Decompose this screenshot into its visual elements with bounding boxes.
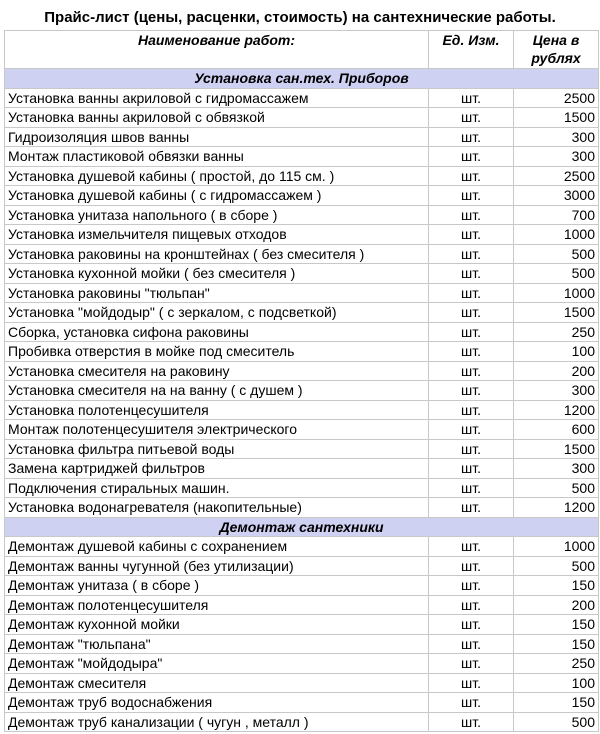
price-cell: 3000 (514, 186, 599, 206)
table-row (5, 303, 599, 323)
unit-cell: шт. (429, 712, 514, 732)
price-cell: 500 (514, 712, 599, 732)
table-row (5, 381, 599, 401)
price-cell: 1500 (514, 303, 599, 323)
price-cell: 1500 (514, 439, 599, 459)
price-cell: 1000 (514, 225, 599, 245)
table-row (5, 205, 599, 225)
price-cell: 500 (514, 556, 599, 576)
work-name-cell: Замена картриджей фильтров (5, 459, 429, 479)
section-header-row (5, 517, 599, 537)
price-cell: 1000 (514, 283, 599, 303)
table-row (5, 615, 599, 635)
column-header-unit: Ед. Изм. (429, 31, 514, 69)
unit-cell: шт. (429, 322, 514, 342)
table-row (5, 459, 599, 479)
price-cell: 250 (514, 322, 599, 342)
table-row (5, 166, 599, 186)
unit-cell: шт. (429, 127, 514, 147)
work-name-cell: Установка фильтра питьевой воды (5, 439, 429, 459)
price-cell: 1200 (514, 400, 599, 420)
table-row (5, 342, 599, 362)
work-name-cell: Демонтаж труб водоснабжения (5, 693, 429, 713)
unit-cell: шт. (429, 361, 514, 381)
price-cell: 100 (514, 673, 599, 693)
work-name-cell: Подключения стиральных машин. (5, 478, 429, 498)
price-cell: 150 (514, 634, 599, 654)
price-cell: 300 (514, 381, 599, 401)
price-cell: 500 (514, 478, 599, 498)
table-row (5, 556, 599, 576)
unit-cell: шт. (429, 634, 514, 654)
section-title: Установка сан.тех. Приборов (5, 69, 599, 89)
work-name-cell: Сборка, установка сифона раковины (5, 322, 429, 342)
table-row (5, 498, 599, 518)
price-cell: 1500 (514, 108, 599, 128)
unit-cell: шт. (429, 459, 514, 479)
table-row (5, 439, 599, 459)
unit-cell: шт. (429, 88, 514, 108)
table-header (5, 31, 599, 69)
price-cell: 500 (514, 264, 599, 284)
table-row (5, 186, 599, 206)
unit-cell: шт. (429, 537, 514, 557)
table-row (5, 244, 599, 264)
table-row (5, 478, 599, 498)
unit-cell: шт. (429, 283, 514, 303)
work-name-cell: Установка кухонной мойки ( без смесителя ) (5, 264, 429, 284)
unit-cell: шт. (429, 420, 514, 440)
unit-cell: шт. (429, 595, 514, 615)
column-header-name: Наименование работ: (5, 31, 429, 69)
table-row (5, 537, 599, 557)
unit-cell: шт. (429, 381, 514, 401)
work-name-cell: Установка полотенцесушителя (5, 400, 429, 420)
table-row (5, 361, 599, 381)
table-row (5, 400, 599, 420)
price-cell: 150 (514, 693, 599, 713)
unit-cell: шт. (429, 673, 514, 693)
unit-cell: шт. (429, 556, 514, 576)
unit-cell: шт. (429, 478, 514, 498)
work-name-cell: Демонтаж полотенцесушителя (5, 595, 429, 615)
unit-cell: шт. (429, 225, 514, 245)
column-header-price (514, 31, 599, 69)
unit-cell: шт. (429, 108, 514, 128)
price-cell: 150 (514, 615, 599, 635)
price-cell: 2500 (514, 166, 599, 186)
table-row (5, 634, 599, 654)
work-name-cell: Демонтаж кухонной мойки (5, 615, 429, 635)
work-name-cell: Монтаж полотенцесушителя электрического (5, 420, 429, 440)
price-table (4, 30, 599, 732)
price-cell: 100 (514, 342, 599, 362)
page-title: Прайс-лист (цены, расценки, стоимость) на сантехнические работы. (44, 9, 556, 26)
work-name-cell: Демонтаж "тюльпана" (5, 634, 429, 654)
work-name-cell: Установка ванны акриловой с обвязкой (5, 108, 429, 128)
table-row (5, 595, 599, 615)
section-header-row (5, 69, 599, 89)
table-row (5, 576, 599, 596)
table-row (5, 283, 599, 303)
work-name-cell: Демонтаж смесителя (5, 673, 429, 693)
work-name-cell: Установка раковины на кронштейнах ( без смесителя ) (5, 244, 429, 264)
work-name-cell: Демонтаж унитаза ( в сборе ) (5, 576, 429, 596)
table-row (5, 108, 599, 128)
price-cell: 600 (514, 420, 599, 440)
unit-cell: шт. (429, 205, 514, 225)
work-name-cell: Установка водонагревателя (накопительные) (5, 498, 429, 518)
price-cell: 250 (514, 654, 599, 674)
section-title: Демонтаж сантехники (5, 517, 599, 537)
table-body (5, 69, 599, 732)
unit-cell: шт. (429, 693, 514, 713)
unit-cell: шт. (429, 576, 514, 596)
table-row (5, 420, 599, 440)
table-row (5, 264, 599, 284)
work-name-cell: Установка смесителя на раковину (5, 361, 429, 381)
work-name-cell: Установка ванны акриловой с гидромассажем (5, 88, 429, 108)
table-row (5, 673, 599, 693)
table-row (5, 712, 599, 732)
work-name-cell: Установка душевой кабины ( простой, до 115 см. ) (5, 166, 429, 186)
price-cell: 500 (514, 244, 599, 264)
work-name-cell: Установка "мойдодыр" ( с зеркалом, с подсветкой) (5, 303, 429, 323)
price-cell: 2500 (514, 88, 599, 108)
work-name-cell: Установка душевой кабины ( с гидромассажем ) (5, 186, 429, 206)
unit-cell: шт. (429, 166, 514, 186)
work-name-cell: Демонтаж душевой кабины с сохранением (5, 537, 429, 557)
header-row (5, 31, 599, 69)
price-cell: 200 (514, 595, 599, 615)
unit-cell: шт. (429, 303, 514, 323)
work-name-cell: Установка измельчителя пищевых отходов (5, 225, 429, 245)
work-name-cell: Пробивка отверстия в мойке под смеситель (5, 342, 429, 362)
work-name-cell: Демонтаж труб канализации ( чугун , металл ) (5, 712, 429, 732)
unit-cell: шт. (429, 654, 514, 674)
unit-cell: шт. (429, 439, 514, 459)
column-header-price-line2: рублях (531, 50, 581, 66)
price-cell: 300 (514, 459, 599, 479)
table-row (5, 322, 599, 342)
unit-cell: шт. (429, 147, 514, 167)
work-name-cell: Установка унитаза напольного ( в сборе ) (5, 205, 429, 225)
work-name-cell: Установка смесителя на на ванну ( с душем ) (5, 381, 429, 401)
table-row (5, 88, 599, 108)
table-row (5, 225, 599, 245)
unit-cell: шт. (429, 186, 514, 206)
price-cell: 200 (514, 361, 599, 381)
table-row (5, 147, 599, 167)
unit-cell: шт. (429, 264, 514, 284)
table-row (5, 127, 599, 147)
price-cell: 1000 (514, 537, 599, 557)
unit-cell: шт. (429, 342, 514, 362)
price-cell: 1200 (514, 498, 599, 518)
work-name-cell: Демонтаж "мойдодыра" (5, 654, 429, 674)
table-row (5, 693, 599, 713)
unit-cell: шт. (429, 244, 514, 264)
table-row (5, 654, 599, 674)
work-name-cell: Демонтаж ванны чугунной (без утилизации) (5, 556, 429, 576)
unit-cell: шт. (429, 615, 514, 635)
price-cell: 150 (514, 576, 599, 596)
price-cell: 300 (514, 147, 599, 167)
unit-cell: шт. (429, 400, 514, 420)
price-cell: 300 (514, 127, 599, 147)
price-cell: 700 (514, 205, 599, 225)
unit-cell: шт. (429, 498, 514, 518)
work-name-cell: Гидроизоляция швов ванны (5, 127, 429, 147)
work-name-cell: Монтаж пластиковой обвязки ванны (5, 147, 429, 167)
column-header-price-line1: Цена в (532, 32, 580, 48)
work-name-cell: Установка раковины "тюльпан" (5, 283, 429, 303)
